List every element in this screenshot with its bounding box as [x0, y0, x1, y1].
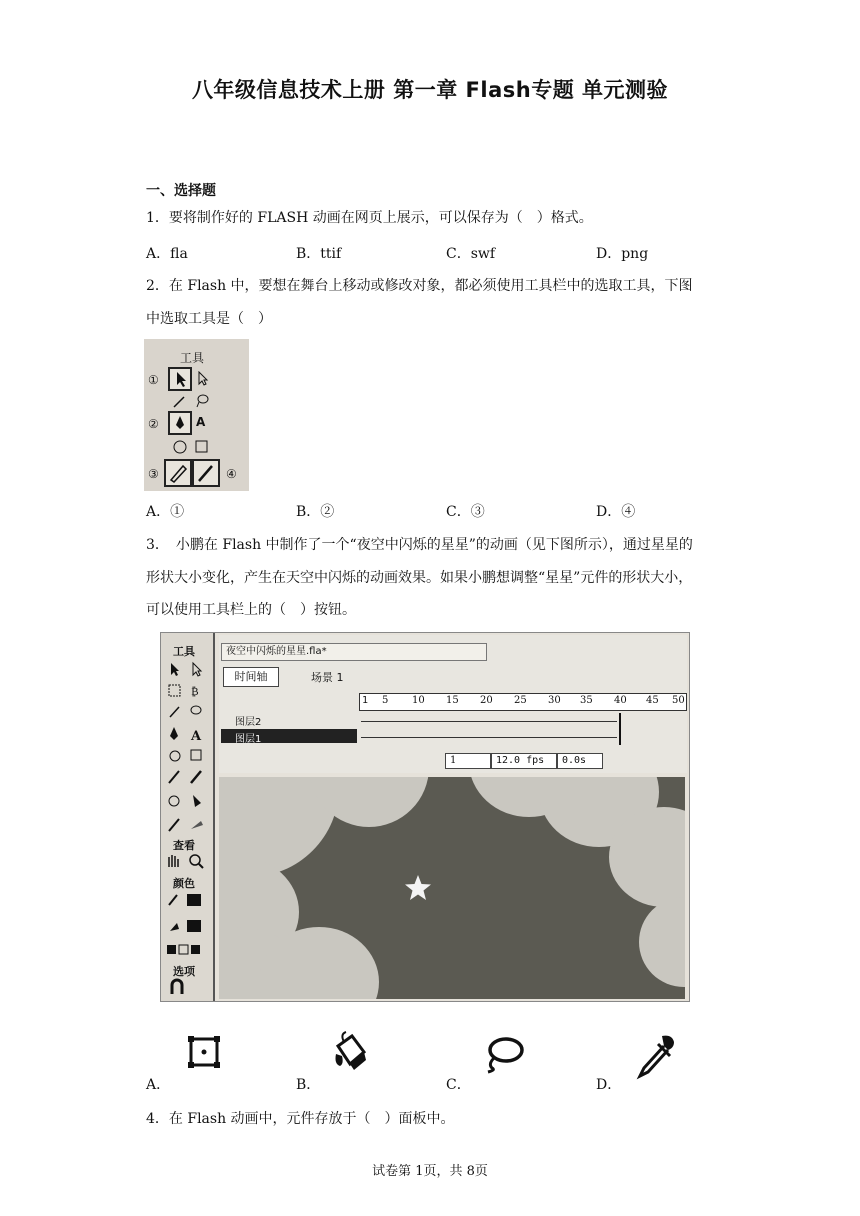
tool-icons: [165, 659, 209, 839]
timeline-panel: [219, 635, 687, 773]
question-3-line3: 可以使用工具栏上的（ ）按钮。: [146, 602, 356, 618]
q1-option-d: D．png: [596, 246, 649, 262]
frame-number: 5: [382, 695, 389, 706]
q3-option-b: B．: [296, 1077, 321, 1093]
question-3-line2: 形状大小变化，产生在天空中闪烁的动画效果。如果小鹏想调整“星星”元件的形状大小，: [146, 570, 693, 586]
time-field: 0.0s: [557, 753, 603, 769]
question-1-text: 1．要将制作好的 FLASH 动画在网页上展示，可以保存为（ ）格式。: [146, 210, 593, 226]
pencil-icon: [166, 461, 190, 485]
q2-option-d: D．④: [596, 504, 636, 520]
eyedropper-icon: [632, 1032, 678, 1080]
stage-canvas: [219, 777, 685, 999]
rectangle-icon: [194, 439, 210, 455]
mark-3: ③: [148, 467, 159, 481]
view-label: 查看: [173, 839, 195, 852]
frame-number: 20: [480, 695, 493, 706]
question-3-line1: 3． 小鹏在 Flash 中制作了一个“夜空中闪烁的星星”的动画（见下图所示），通过星星的: [146, 537, 693, 553]
q2-option-c: C．③: [446, 504, 485, 520]
frame-number: 45: [646, 695, 659, 706]
question-2-line1: 2．在 Flash 中，要想在舞台上移动或修改对象，都必须使用工具栏中的选取工具，下图: [146, 278, 693, 294]
color-icons: [165, 891, 209, 961]
frame-ruler: [359, 693, 687, 711]
free-transform-icon: [186, 1034, 222, 1070]
toolbox-figure: [144, 339, 249, 491]
lasso-icon: [194, 393, 210, 409]
toolbox-header: 工具: [180, 351, 205, 365]
frame-number: 1: [362, 695, 369, 706]
mark-4: ④: [226, 467, 237, 481]
arrow-icon: [170, 369, 190, 389]
frame-number: 10: [412, 695, 425, 706]
q1-option-c: C．swf: [446, 246, 496, 262]
lasso-icon: [480, 1034, 526, 1074]
subselect-arrow-icon: [196, 371, 210, 387]
q3-option-c: C．: [446, 1077, 471, 1093]
frame-number: 30: [548, 695, 561, 706]
q1-option-b: B．ttif: [296, 246, 342, 262]
question-4-text: 4．在 Flash 动画中，元件存放于（ ）面板中。: [146, 1111, 455, 1127]
brush-tool-cell: [192, 459, 220, 487]
document-tab: 夜空中闪烁的星星.fla*: [221, 643, 487, 661]
mark-1: ①: [148, 373, 159, 387]
layer-1-name: 图层1: [235, 734, 262, 745]
timeline-tab: 时间轴: [223, 667, 279, 687]
svg-text:A: A: [191, 729, 202, 744]
layer-2-name: 图层2: [235, 717, 262, 728]
frame-number: 40: [614, 695, 627, 706]
color-label: 颜色: [173, 877, 195, 890]
scene-label: 场景 1: [311, 671, 344, 684]
current-frame-field: 1: [445, 753, 491, 769]
fps-field: 12.0 fps: [491, 753, 557, 769]
oval-icon: [172, 439, 188, 455]
q3-option-d: D．: [596, 1077, 622, 1093]
pen-icon: [170, 413, 190, 433]
line-icon: [172, 395, 186, 409]
q2-option-a: A．①: [146, 504, 185, 520]
frame-number: 35: [580, 695, 593, 706]
flash-screenshot: [160, 632, 690, 1002]
select-tool-cell: [168, 367, 192, 391]
hand-zoom-icons: [165, 851, 209, 871]
tween-track: [359, 713, 621, 745]
question-2-line2: 中选取工具是（ ）: [146, 311, 272, 327]
text-tool-icon: A: [196, 415, 206, 429]
magnet-icon: [169, 978, 185, 996]
frame-number: 25: [514, 695, 527, 706]
q2-option-b: B．②: [296, 504, 335, 520]
q1-option-a: A．fla: [146, 246, 188, 262]
star-icon: [403, 873, 433, 903]
svg-text:₿: ₿: [191, 685, 199, 698]
frame-number: 15: [446, 695, 459, 706]
options-label: 选项: [173, 965, 195, 978]
tools-label: 工具: [173, 645, 195, 658]
frame-number: 50: [672, 695, 685, 706]
page-title: 八年级信息技术上册 第一章 Flash专题 单元测验: [191, 78, 669, 102]
brush-icon: [194, 461, 218, 485]
section-heading: 一、选择题: [146, 183, 216, 199]
tools-panel: [161, 633, 215, 1001]
page-footer: 试卷第 1页，共 8页: [372, 1164, 488, 1179]
pen-tool-cell: [168, 411, 192, 435]
mark-2: ②: [148, 417, 159, 431]
paint-bucket-icon: [330, 1030, 372, 1074]
q3-option-a: A．: [146, 1077, 171, 1093]
pencil-tool-cell: [164, 459, 192, 487]
